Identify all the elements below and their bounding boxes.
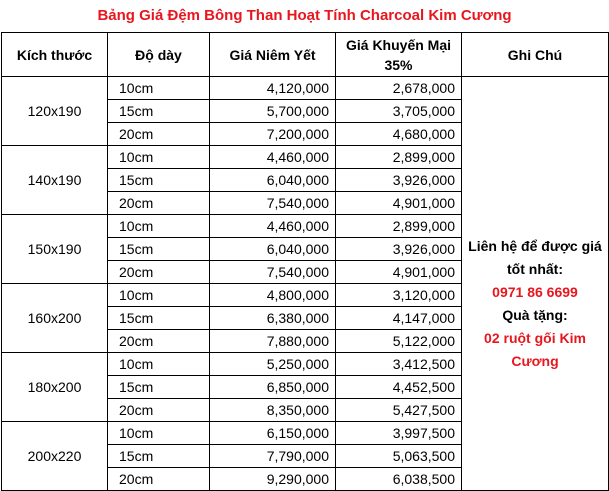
promo-price-cell: 4,901,000 [336,261,462,284]
note-gift-line2: Cương [511,352,559,369]
price-table [1,32,609,491]
note-phone: 0971 86 6699 [492,283,578,300]
page-title: Bảng Giá Đệm Bông Than Hoạt Tính Charcoal Kim Cương [97,7,512,24]
note-cell [462,77,609,491]
note-contact-line1: Liên hệ để được giá [468,237,602,254]
thickness-cell: 10cm [108,146,210,169]
table-body [2,77,609,491]
thickness-cell: 10cm [108,215,210,238]
thickness-cell: 15cm [108,376,210,399]
header-size: Kích thước [2,33,108,77]
note-gift-line1: 02 ruột gối Kim [484,329,586,346]
thickness-cell: 10cm [108,422,210,445]
promo-price-cell: 2,678,000 [336,77,462,100]
thickness-cell: 10cm [108,77,210,100]
list-price-cell: 7,200,000 [210,123,336,146]
size-cell: 180x200 [2,353,108,422]
promo-price-cell: 4,147,000 [336,307,462,330]
thickness-cell: 10cm [108,353,210,376]
size-cell: 140x190 [2,146,108,215]
promo-price-cell: 4,901,000 [336,192,462,215]
list-price-cell: 7,880,000 [210,330,336,353]
header-row [2,33,609,77]
size-cell: 150x190 [2,215,108,284]
thickness-cell: 20cm [108,123,210,146]
promo-price-cell: 3,705,000 [336,100,462,123]
thickness-cell: 20cm [108,192,210,215]
promo-price-cell: 5,427,500 [336,399,462,422]
thickness-cell: 15cm [108,169,210,192]
list-price-cell: 4,800,000 [210,284,336,307]
list-price-cell: 6,040,000 [210,169,336,192]
list-price-cell: 6,040,000 [210,238,336,261]
promo-price-cell: 3,926,000 [336,169,462,192]
table-row [2,77,609,100]
promo-price-cell: 3,120,000 [336,284,462,307]
promo-price-cell: 2,899,000 [336,146,462,169]
header-promo-line1: Giá Khuyến Mại [345,36,452,53]
list-price-cell: 4,460,000 [210,146,336,169]
promo-price-cell: 4,452,500 [336,376,462,399]
header-note: Ghi Chú [462,33,609,77]
promo-price-cell: 3,926,000 [336,238,462,261]
list-price-cell: 7,540,000 [210,192,336,215]
list-price-cell: 9,290,000 [210,468,336,491]
list-price-cell: 5,700,000 [210,100,336,123]
thickness-cell: 15cm [108,307,210,330]
header-promo-price [336,33,462,77]
promo-price-cell: 6,038,500 [336,468,462,491]
list-price-cell: 7,540,000 [210,261,336,284]
header-thickness: Độ dày [108,33,210,77]
thickness-cell: 15cm [108,238,210,261]
size-cell: 160x200 [2,284,108,353]
list-price-cell: 5,250,000 [210,353,336,376]
list-price-cell: 4,120,000 [210,77,336,100]
list-price-cell: 4,460,000 [210,215,336,238]
thickness-cell: 20cm [108,399,210,422]
size-cell: 120x190 [2,77,108,146]
promo-price-cell: 5,122,000 [336,330,462,353]
size-cell: 200x220 [2,422,108,491]
note-contact-line2: tốt nhất: [507,260,563,277]
promo-price-cell: 2,899,000 [336,215,462,238]
list-price-cell: 6,150,000 [210,422,336,445]
promo-price-cell: 4,680,000 [336,123,462,146]
thickness-cell: 20cm [108,468,210,491]
promo-price-cell: 3,997,500 [336,422,462,445]
note-gift-label: Quà tặng: [502,306,568,323]
thickness-cell: 20cm [108,330,210,353]
thickness-cell: 20cm [108,261,210,284]
list-price-cell: 7,790,000 [210,445,336,468]
header-promo-line2: 35% [384,56,413,73]
header-list-price: Giá Niêm Yết [210,33,336,77]
promo-price-cell: 5,063,500 [336,445,462,468]
promo-price-cell: 3,412,500 [336,353,462,376]
list-price-cell: 6,850,000 [210,376,336,399]
thickness-cell: 15cm [108,445,210,468]
thickness-cell: 15cm [108,100,210,123]
list-price-cell: 8,350,000 [210,399,336,422]
thickness-cell: 10cm [108,284,210,307]
list-price-cell: 6,380,000 [210,307,336,330]
